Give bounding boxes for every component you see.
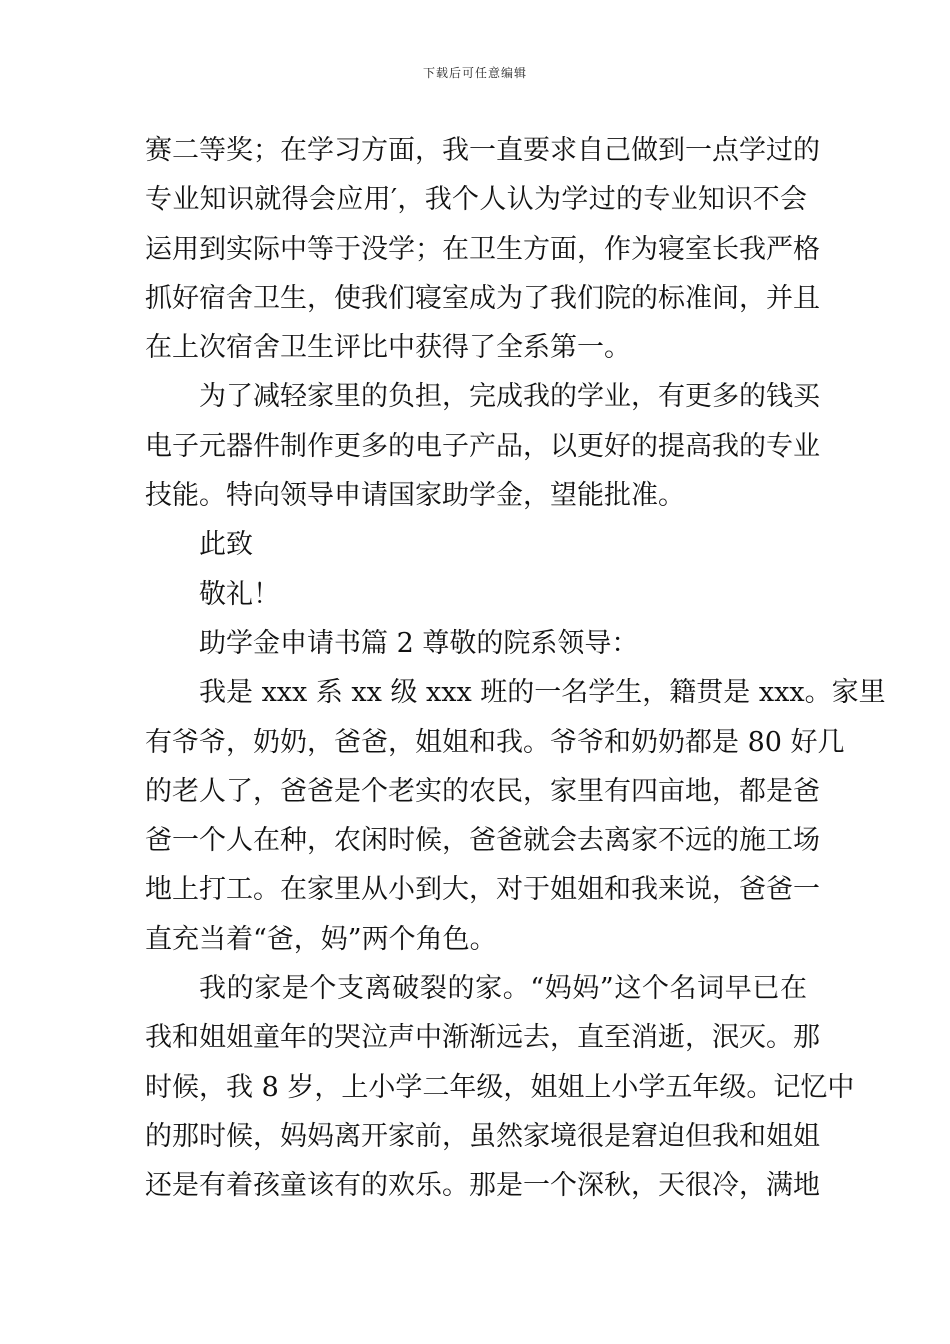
header-note: 下载后可任意编辑 — [422, 66, 527, 80]
text-line: 此致 — [199, 529, 253, 561]
text-line: 在上次宿舍卫生评比中获得了全系第一。 — [145, 332, 631, 364]
text-line: 我的家是个支离破裂的家。“妈妈”这个名词早已在 — [199, 973, 807, 1005]
text-line: 的那时候，妈妈离开家前，虽然家境很是窘迫但我和姐姐 — [145, 1120, 820, 1152]
text-line: 电子元器件制作更多的电子产品，以更好的提高我的专业 — [145, 430, 820, 462]
text-line: 直充当着“爸，妈”两个角色。 — [145, 923, 497, 955]
text-line: 时候，我 8 岁，上小学二年级，姐姐上小学五年级。记忆中 — [145, 1071, 855, 1103]
text-line: 专业知识就得会应用′，我个人认为学过的专业知识不会 — [145, 184, 807, 216]
text-line: 我是 xxx 系 xx 级 xxx 班的一名学生，籍贯是 xxx。家里 — [199, 677, 886, 709]
text-line: 还是有着孩童该有的欢乐。那是一个深秋，天很冷，满地 — [145, 1170, 820, 1202]
text-line: 为了减轻家里的负担，完成我的学业，有更多的钱买 — [199, 381, 820, 413]
text-line: 爸一个人在种，农闲时候，爸爸就会去离家不远的施工场 — [145, 825, 820, 857]
text-line: 我和姐姐童年的哭泣声中渐渐远去，直至消逝，泯灭。那 — [145, 1022, 820, 1054]
text-line: 的老人了，爸爸是个老实的农民，家里有四亩地，都是爸 — [145, 775, 820, 807]
text-line: 助学金申请书篇 2 尊敬的院系领导： — [199, 627, 639, 659]
text-line: 技能。特向领导申请国家助学金，望能批准。 — [145, 480, 685, 512]
body-text — [145, 126, 886, 1211]
text-line: 敬礼！ — [199, 578, 280, 610]
text-line: 抓好宿舍卫生，使我们寝室成为了我们院的标准间，并且 — [145, 282, 820, 314]
text-line: 有爷爷，奶奶，爸爸，姐姐和我。爷爷和奶奶都是 80 好几 — [145, 726, 845, 758]
text-line: 地上打工。在家里从小到大，对于姐姐和我来说，爸爸一 — [145, 874, 820, 906]
text-line: 赛二等奖；在学习方面，我一直要求自己做到一点学过的 — [145, 135, 820, 166]
text-line: 运用到实际中等于没学；在卫生方面，作为寝室长我严格 — [145, 233, 820, 265]
